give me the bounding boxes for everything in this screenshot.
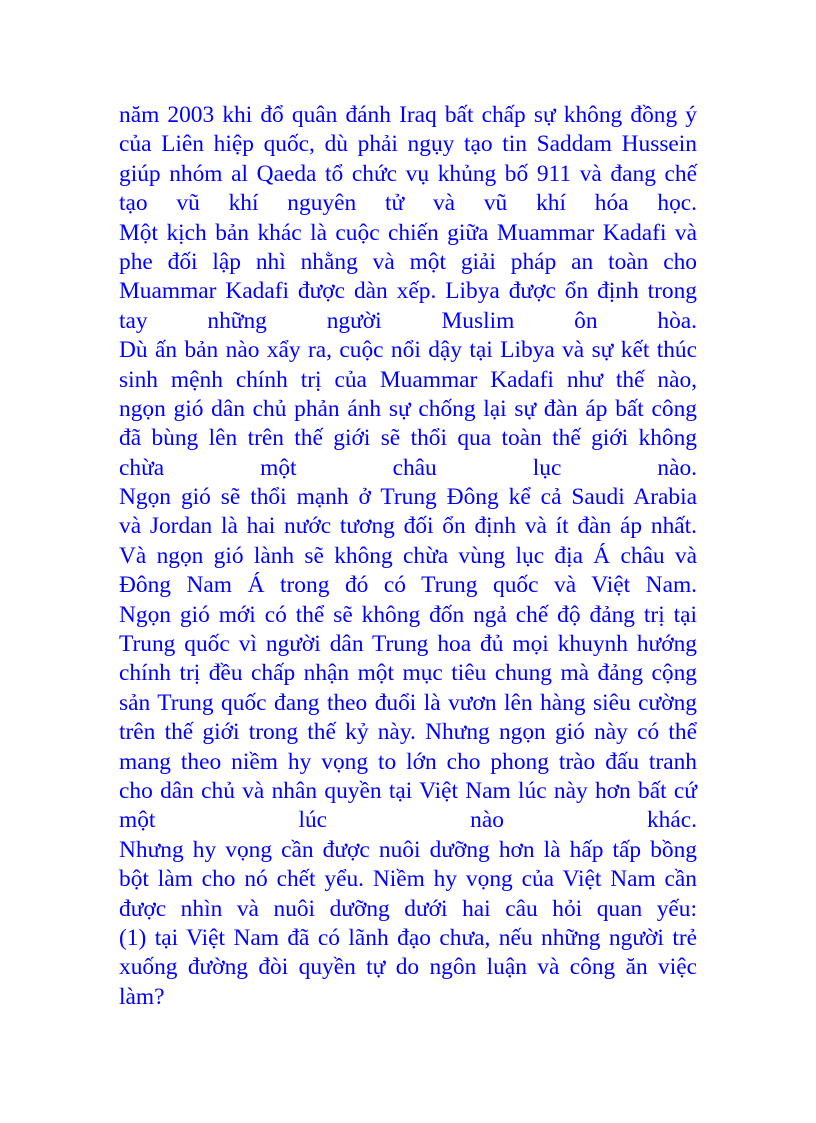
text-line: của Liên hiệp quốc, dù phải ngụy tạo tin Saddam Hussein [119,131,697,158]
text-line: ngọn gió dân chủ phản ánh sự chống lại sự đàn áp bất công [119,395,697,422]
text-line: Muammar Kadafi được dàn xếp. Libya được ổn định trong [119,278,697,305]
text-line: trên thế giới trong thế kỷ này. Nhưng ngọn gió này có thể [119,719,697,746]
text-line: cho dân chủ và nhân quyền tại Việt Nam lúc này hơn bất cứ [119,777,697,804]
text-line: làm? [119,983,165,1010]
text-line: đã bùng lên trên thế giới sẽ thổi qua toàn thế giới không [119,425,697,452]
text-line: Một kịch bản khác là cuộc chiến giữa Muammar Kadafi và [119,219,697,246]
body-text [119,101,697,1012]
text-line: Và ngọn gió lành sẽ không chừa vùng lục địa Á châu và [119,542,697,569]
text-line: bột làm cho nó chết yểu. Niềm hy vọng của Việt Nam cần [119,866,697,893]
text-line: được nhìn và nuôi dưỡng dưới hai câu hỏi quan yếu: [119,895,697,922]
text-line: Trung quốc vì người dân Trung hoa đủ mọi khuynh hướng [119,631,697,658]
text-line: và Jordan là hai nước tương đối ổn định và ít đàn áp nhất. [119,513,697,540]
text-line: một lúc nào khác. [119,807,697,834]
text-line: mang theo niềm hy vọng to lớn cho phong trào đấu tranh [119,748,697,775]
text-line: Dù ấn bản nào xẩy ra, cuộc nổi dậy tại Libya và sự kết thúc [119,337,697,364]
text-line: chính trị đều chấp nhận một mục tiêu chung mà đảng cộng [119,660,697,687]
text-line: tay những người Muslim ôn hòa. [119,307,697,334]
text-line: sản Trung quốc đang theo đuổi là vươn lên hàng siêu cường [119,689,697,716]
text-line: (1) tại Việt Nam đã có lãnh đạo chưa, nếu những người trẻ [119,924,697,951]
text-line: chừa một châu lục nào. [119,454,697,481]
text-line: tạo vũ khí nguyên tử và vũ khí hóa học. [119,190,697,217]
text-line: Nhưng hy vọng cần được nuôi dưỡng hơn là hấp tấp bồng [119,836,697,863]
text-line: Ngọn gió sẽ thổi mạnh ở Trung Đông kể cả Saudi Arabia [119,484,697,511]
text-line: giúp nhóm al Qaeda tổ chức vụ khủng bố 911 và đang chế [119,160,697,187]
text-line: xuống đường đòi quyền tự do ngôn luận và công ăn việc [119,954,697,981]
text-line: Ngọn gió mới có thể sẽ không đốn ngả chế độ đảng trị tại [119,601,697,628]
text-line: phe đối lập nhì nhằng và một giải pháp an toàn cho [119,248,697,275]
text-line: năm 2003 khi đổ quân đánh Iraq bất chấp sự không đồng ý [119,102,697,128]
text-line: Đông Nam Á trong đó có Trung quốc và Việt Nam. [119,572,697,599]
text-line: sinh mệnh chính trị của Muammar Kadafi như thế nào, [119,366,697,393]
